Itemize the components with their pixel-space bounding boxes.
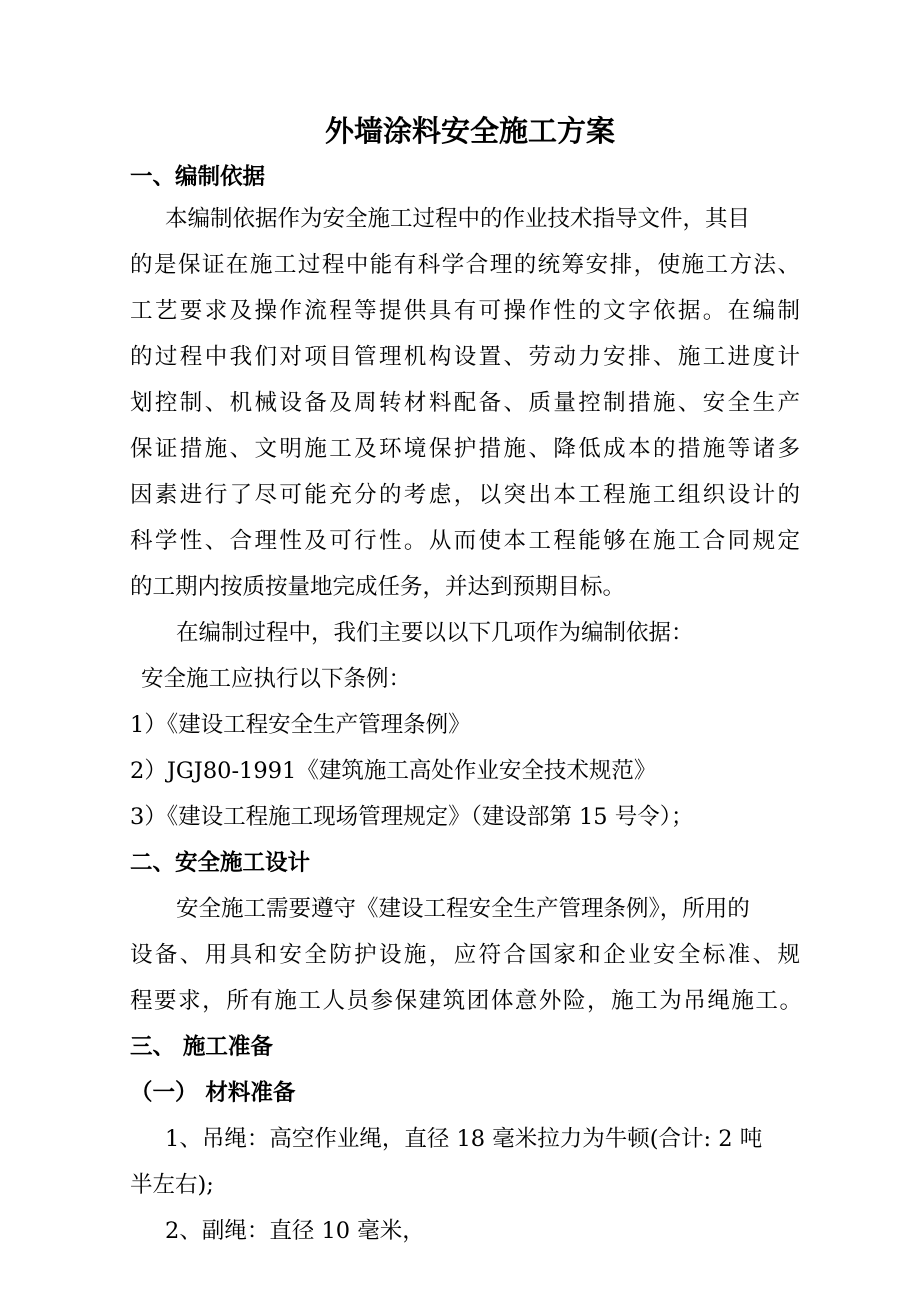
basis-paragraph-line-9: 的工期内按质按量地完成任务，并达到预期目标。	[130, 574, 626, 600]
safety-design-line-2: 设备、用具和安全防护设施，应符合国家和企业安全标准、规	[130, 942, 800, 968]
material-item-1-line-1: 1、吊绳：高空作业绳，直径 18 毫米拉力为牛顿(合计: 2 吨	[165, 1126, 763, 1152]
subheading-materials: （一） 材料准备	[130, 1080, 296, 1106]
safety-design-line-3: 程要求，所有施工人员参保建筑团体意外险，施工为吊绳施工。	[130, 988, 802, 1014]
basis-paragraph-line-2: 的是保证在施工过程中能有科学合理的统筹安排，使施工方法、	[130, 252, 800, 278]
section-heading-preparation: 三、 施工准备	[130, 1034, 273, 1060]
basis-paragraph-line-1: 本编制依据作为安全施工过程中的作业技术指导文件，其目	[165, 206, 751, 232]
document-title: 外墙涂料安全施工方案	[324, 114, 615, 148]
basis-paragraph-line-4: 的过程中我们对项目管理机构设置、劳动力安排、施工进度计	[130, 344, 800, 370]
section-heading-basis: 一、编制依据	[130, 164, 266, 190]
material-item-2: 2、副绳：直径 10 毫米，	[165, 1218, 425, 1244]
basis-paragraph-line-5: 划控制、机械设备及周转材料配备、质量控制措施、安全生产	[130, 390, 800, 416]
regulation-item-2: 2）JGJ80-1991《建筑施工高处作业安全技术规范》	[130, 758, 657, 784]
basis-intro-paragraph: 在编制过程中，我们主要以以下几项作为编制依据：	[176, 620, 694, 646]
safety-design-line-1: 安全施工需要遵守《建设工程安全生产管理条例》，所用的	[176, 896, 750, 922]
basis-paragraph-line-7: 因素进行了尽可能充分的考虑，以突出本工程施工组织设计的	[130, 482, 800, 508]
basis-paragraph-line-3: 工艺要求及操作流程等提供具有可操作性的文字依据。在编制	[130, 298, 800, 324]
regulation-item-1: 1）《建设工程安全生产管理条例》	[130, 712, 471, 738]
basis-paragraph-line-6: 保证措施、文明施工及环境保护措施、降低成本的措施等诸多	[130, 436, 800, 462]
basis-paragraph-line-8: 科学性、合理性及可行性。从而使本工程能够在施工合同规定	[130, 528, 800, 554]
regulations-intro: 安全施工应执行以下条例：	[141, 666, 412, 692]
section-heading-safety-design: 二、安全施工设计	[130, 850, 311, 876]
material-item-1-line-2: 半左右);	[130, 1172, 214, 1198]
regulation-item-3: 3）《建设工程施工现场管理规定》（建设部第 15 号令）；	[130, 804, 694, 830]
